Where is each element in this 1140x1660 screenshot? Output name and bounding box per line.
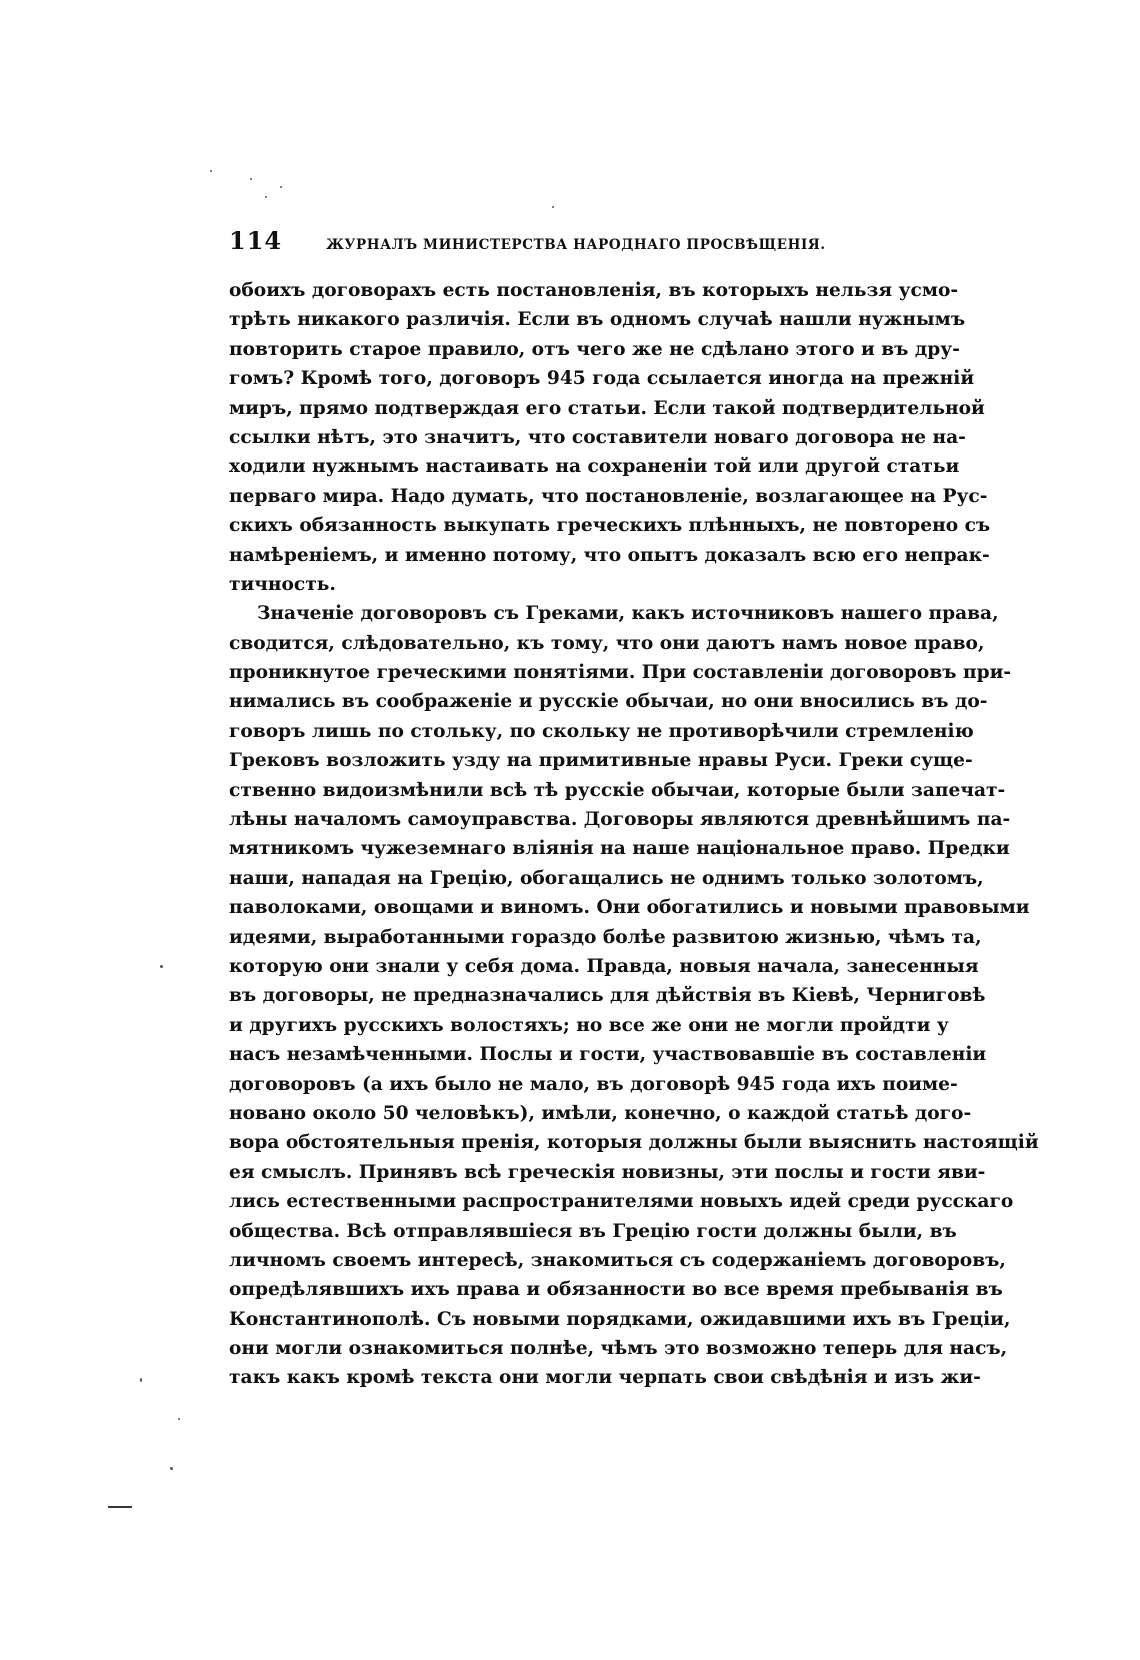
text-line: миръ, прямо подтверждая его статьи. Если такой подтвердительной [229, 397, 985, 419]
journal-title: ЖУРНАЛЪ МИНИСТЕРСТВА НАРОДНАГО ПРОСВѢЩЕНІЯ. [326, 237, 826, 253]
text-line: насъ незамѣченными. Послы и гости, участвовавшіе въ составленіи [229, 1044, 987, 1066]
text-line: лѣны началомъ самоуправства. Договоры являются древнѣйшимъ па- [229, 809, 1011, 831]
page-number: 114 [229, 226, 283, 255]
text-line: повторить старое правило, отъ чего же не сдѣлано этого и въ дру- [229, 338, 960, 360]
text-line: идеями, выработанными гораздо болѣе развитою жизнью, чѣмъ та, [229, 926, 982, 948]
text-line: говоръ лишь по стольку, по скольку не противорѣчили стремленію [229, 720, 974, 742]
text-line: и другихъ русскихъ волостяхъ; но все же они не могли пройдти у [229, 1014, 949, 1036]
print-speck [552, 206, 554, 208]
text-line: которую они знали у себя дома. Правда, новыя начала, занесенныя [229, 955, 979, 977]
text-line: общества. Всѣ отправлявшіеся въ Грецію гости должны были, въ [229, 1220, 957, 1242]
print-speck [170, 1467, 173, 1470]
text-line: проникнутое греческими понятіями. При составленіи договоровъ при- [229, 662, 1012, 684]
text-line: скихъ обязанность выкупать греческихъ плѣнныхъ, не повторено съ [229, 515, 991, 537]
text-line: паволоками, овощами и виномъ. Они обогатились и новыми правовыми [229, 897, 1030, 919]
text-line: гомъ? Кромѣ того, договоръ 945 года ссылается иногда на прежній [229, 368, 975, 390]
text-line: новано около 50 человѣкъ), имѣли, конечно, о каждой статьѣ дого- [229, 1102, 972, 1124]
print-speck [265, 196, 267, 198]
text-line: такъ какъ кромѣ текста они могли черпать свои свѣдѣнія и изъ жи- [229, 1367, 981, 1389]
print-speck [210, 170, 212, 172]
text-line: ходили нужнымъ настаивать на сохраненіи той или другой статьи [229, 456, 960, 478]
print-speck [140, 1378, 142, 1382]
paragraph-2 [229, 599, 1039, 1393]
text-line: обоихъ договорахъ есть постановленія, въ которыхъ нельзя усмо- [229, 280, 959, 301]
text-line: личномъ своемъ интересѣ, знакомиться съ содержаніемъ договоровъ, [229, 1249, 1006, 1271]
text-line: нимались въ соображеніе и русскіе обычаи, но они вносились въ до- [229, 691, 988, 713]
text-line: мятникомъ чужеземнаго вліянія на наше національное право. Предки [229, 838, 1010, 860]
text-line: опредѣлявшихъ ихъ права и обязанности во все время пребыванія въ [229, 1279, 1003, 1301]
print-speck [160, 965, 163, 968]
text-line: трѣть никакого различія. Если въ одномъ случаѣ нашли нужнымъ [229, 309, 966, 331]
text-line: наши, нападая на Грецію, обогащались не однимъ только золотомъ, [229, 867, 984, 889]
text-line: ссылки нѣтъ, это значитъ, что составители новаго договора не на- [229, 426, 966, 448]
print-speck [250, 178, 252, 180]
text-line: договоровъ (а ихъ было не мало, въ договорѣ 945 года ихъ поиме- [229, 1073, 958, 1095]
text-line: ственно видоизмѣнили всѣ тѣ русскіе обычаи, которые были запечат- [229, 779, 1006, 801]
running-head [229, 226, 869, 258]
text-line: Грековъ возложить узду на примитивные нравы Руси. Греки суще- [229, 750, 973, 772]
text-line: сводится, слѣдовательно, къ тому, что они даютъ намъ новое право, [229, 632, 985, 654]
print-speck [178, 1418, 180, 1420]
body-text [229, 276, 1039, 1393]
text-line: вора обстоятельныя пренія, которыя должны были выяснить настоящій [229, 1132, 1039, 1154]
text-line: ея смыслъ. Принявъ всѣ греческія новизны, эти послы и гости яви- [229, 1161, 986, 1183]
text-line: Константинополѣ. Съ новыми порядками, ожидавшими ихъ въ Греціи, [229, 1308, 1011, 1330]
edge-rule [108, 1506, 132, 1508]
text-line: намѣреніемъ, и именно потому, что опытъ доказалъ всю его непрак- [229, 544, 990, 566]
text-line: тичность. [229, 573, 336, 595]
paragraph-1 [229, 276, 991, 599]
text-line: въ договоры, не предназначались для дѣйствія въ Кіевѣ, Черниговѣ [229, 985, 986, 1007]
text-line: Значеніе договоровъ съ Греками, какъ источниковъ нашего права, [257, 603, 999, 625]
text-line: перваго мира. Надо думать, что постановленіе, возлагающее на Рус- [229, 485, 988, 507]
text-line: лись естественными распространителями новыхъ идей среди русскаго [229, 1191, 1014, 1213]
text-line: они могли ознакомиться полнѣе, чѣмъ это возможно теперь для насъ, [229, 1338, 1008, 1360]
print-speck [280, 186, 282, 188]
